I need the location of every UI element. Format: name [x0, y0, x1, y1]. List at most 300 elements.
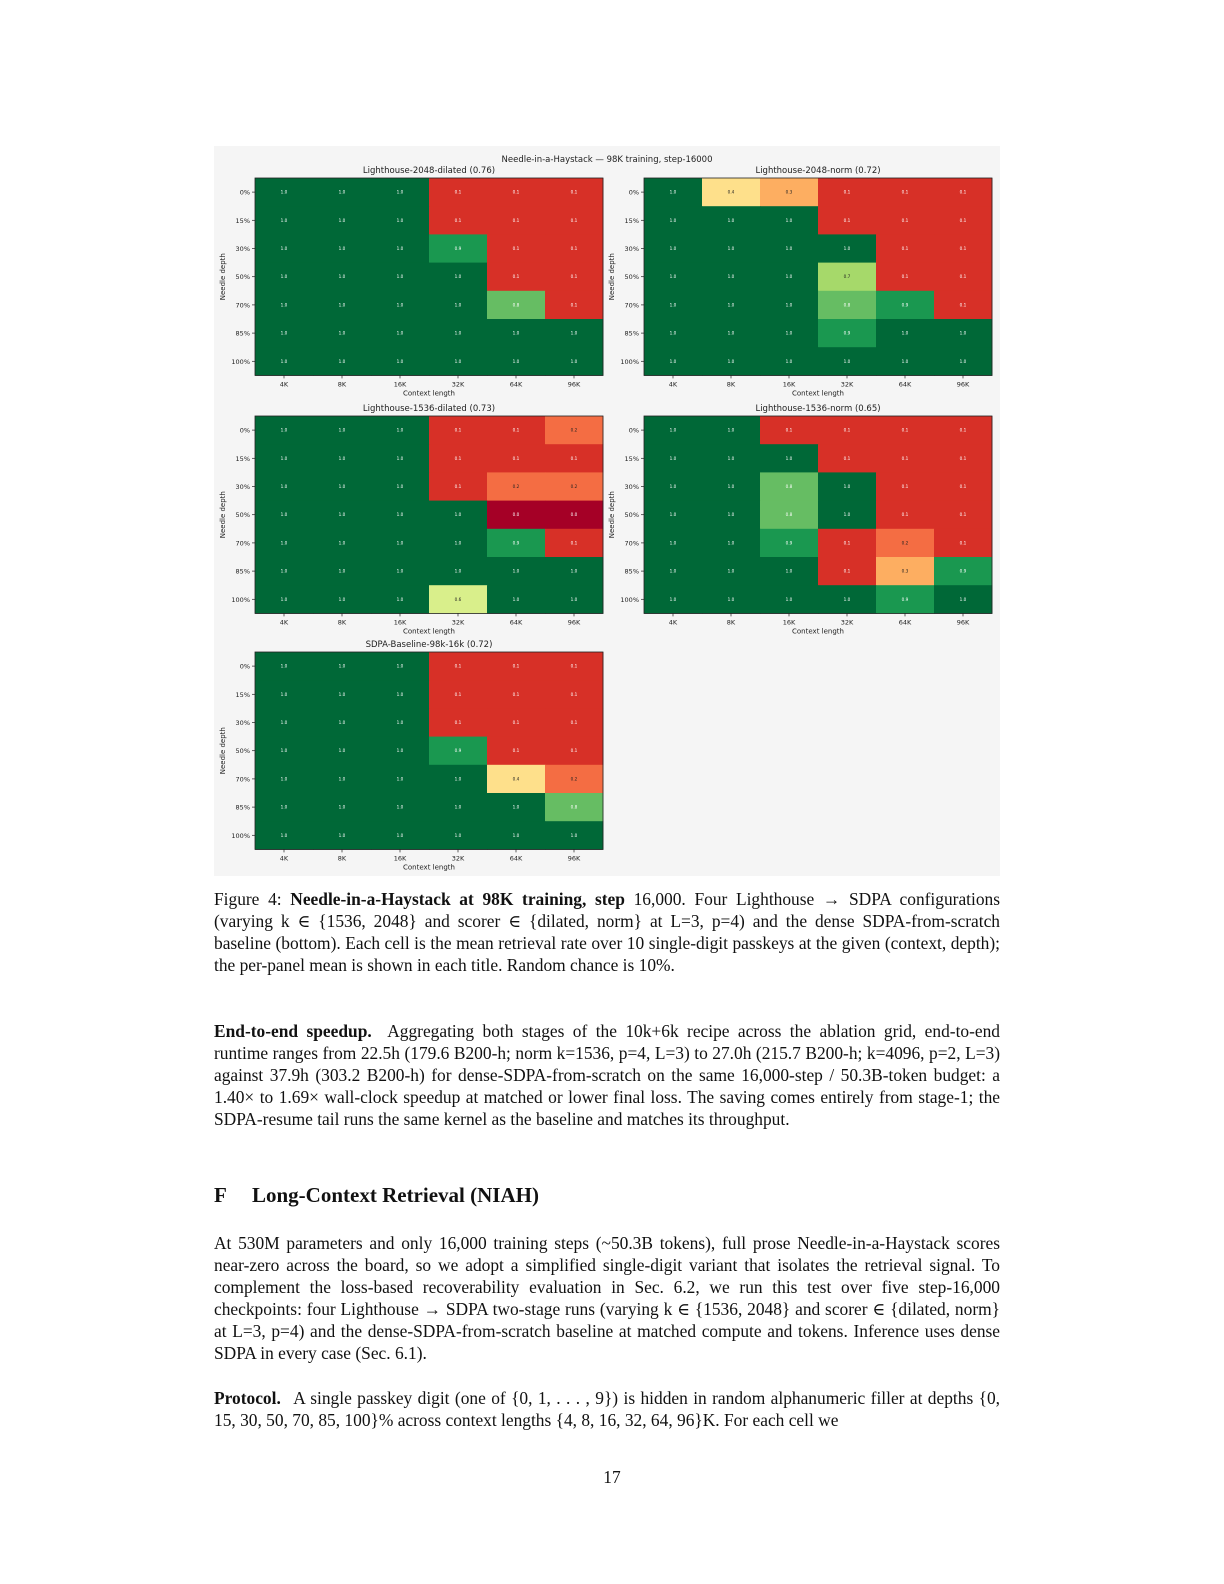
y-axis-label: Needle depth — [219, 253, 227, 301]
y-tick-label: 0% — [628, 188, 639, 197]
cell-value: 1.0 — [959, 596, 967, 602]
cell-value: 0.1 — [512, 427, 520, 433]
cell-value: 0.1 — [570, 246, 578, 251]
cell-value: 1.0 — [338, 274, 346, 280]
cell-value: 0.1 — [843, 217, 851, 223]
section-number: F — [214, 1183, 227, 1207]
x-axis-label: Context length — [792, 389, 844, 398]
x-axis-label: Context length — [403, 863, 455, 872]
cell-value: 0.6 — [454, 596, 462, 602]
cell-value: 1.0 — [959, 330, 967, 336]
cell-value: 0.1 — [454, 484, 462, 489]
cell-value: 1.0 — [727, 427, 735, 433]
cell-value: 0.8 — [785, 512, 793, 518]
cell-value: 0.1 — [570, 540, 578, 546]
cell-value: 0.7 — [843, 274, 851, 280]
y-tick-label: 85% — [624, 567, 639, 576]
section-title-text: Long-Context Retrieval (NIAH) — [252, 1183, 539, 1207]
cell-value: 0.2 — [901, 540, 909, 546]
cell-value: 1.0 — [280, 217, 288, 223]
cell-value: 1.0 — [338, 217, 346, 223]
y-tick-label: 50% — [235, 747, 250, 756]
cell-value: 0.8 — [570, 804, 578, 810]
cell-value: 1.0 — [727, 246, 735, 251]
y-axis-label: Needle depth — [219, 727, 227, 775]
cell-value: 1.0 — [727, 596, 735, 602]
cell-value: 0.1 — [901, 484, 909, 489]
cell-value: 1.0 — [785, 596, 793, 602]
cell-value: 1.0 — [338, 776, 346, 782]
cell-value: 1.0 — [727, 484, 735, 489]
y-tick-label: 50% — [624, 511, 639, 520]
cell-value: 0.1 — [901, 217, 909, 223]
cell-value: 1.0 — [785, 274, 793, 280]
cell-value: 0.1 — [901, 189, 909, 195]
cell-value: 0.2 — [570, 427, 578, 433]
cell-value: 1.0 — [280, 540, 288, 546]
section-heading — [214, 1183, 539, 1208]
x-tick-label: 96K — [567, 380, 581, 389]
cell-value: 0.1 — [959, 189, 967, 195]
cell-value: 0.9 — [454, 748, 462, 754]
cell-value: 1.0 — [901, 330, 909, 336]
cell-value: 1.0 — [396, 776, 404, 782]
cell-value: 0.9 — [901, 596, 909, 602]
cell-value: 1.0 — [338, 302, 346, 308]
y-tick-label: 30% — [235, 245, 250, 253]
cell-value: 0.1 — [570, 189, 578, 195]
cell-value: 1.0 — [280, 832, 288, 838]
y-tick-label: 70% — [624, 539, 639, 548]
y-tick-label: 30% — [624, 483, 639, 491]
cell-value: 0.1 — [959, 512, 967, 518]
cell-value: 1.0 — [280, 455, 288, 461]
cell-value: 1.0 — [785, 302, 793, 308]
cell-value: 1.0 — [669, 302, 677, 308]
speedup-text: Aggregating both stages of the 10k+6k recipe across the ablation grid, end-to-end runtime ranges from 22.5h (179.6 B200-h; norm k=1536, p=4, L=3) to 27.0h (215.7 B200-h; k=4096, p=2, L=3) against 37.9h (303.2 B200-h) for dense-SDPA-from-scratch on the same 16,000-step / 50.3B-token budget: a 1.40× to 1.69× wall-clock speedup at matched or lower final loss. The saving comes entirely from stage-1; the SDPA-resume tail runs the same kernel as the baseline and matches its throughput. — [214, 1021, 1001, 1129]
x-tick-label: 8K — [337, 854, 347, 863]
cell-value: 1.0 — [727, 512, 735, 518]
caption-label: Figure 4: — [214, 889, 282, 909]
y-tick-label: 50% — [235, 511, 250, 520]
cell-value: 1.0 — [669, 455, 677, 461]
x-tick-label: 8K — [726, 380, 736, 389]
cell-value: 1.0 — [280, 246, 288, 251]
cell-value: 1.0 — [512, 596, 520, 602]
cell-value: 1.0 — [396, 246, 404, 251]
cell-value: 0.1 — [512, 720, 520, 725]
cell-value: 1.0 — [280, 596, 288, 602]
cell-value: 1.0 — [570, 358, 578, 364]
cell-value: 1.0 — [338, 663, 346, 669]
cell-value: 0.2 — [512, 484, 520, 489]
y-axis-label: Needle depth — [608, 253, 616, 301]
cell-value: 1.0 — [338, 720, 346, 725]
cell-value: 0.1 — [512, 691, 520, 697]
x-tick-label: 8K — [726, 618, 736, 627]
cell-value: 0.1 — [959, 246, 967, 251]
cell-value: 1.0 — [396, 540, 404, 546]
cell-value: 0.1 — [454, 691, 462, 697]
cell-value: 0.1 — [959, 484, 967, 489]
cell-value: 1.0 — [280, 427, 288, 433]
protocol-heading: Protocol. — [214, 1388, 281, 1408]
caption-rest: 16,000. Four Lighthouse → SDPA configurations (varying k ∈ {1536, 2048} and scorer ∈ {dilated, norm} at L=3, p=4) and the dense SDPA-from-scratch baseline (bottom). Each cell is the mean retrieval rate over 10 single-digit passkeys at the given (context, depth); the per-panel mean is shown in each title. Random chance is 10%. — [214, 889, 1000, 975]
panel-title: Lighthouse-2048-dilated (0.76) — [362, 166, 496, 176]
cell-value: 0.8 — [512, 302, 520, 308]
cell-value: 0.8 — [785, 484, 793, 489]
cell-value: 0.1 — [901, 274, 909, 280]
x-tick-label: 16K — [393, 618, 407, 627]
x-tick-label: 96K — [956, 618, 970, 627]
cell-value: 0.1 — [843, 540, 851, 546]
cell-value: 1.0 — [454, 776, 462, 782]
y-tick-label: 15% — [624, 216, 639, 225]
cell-value: 0.1 — [901, 246, 909, 251]
cell-value: 1.0 — [727, 302, 735, 308]
cell-value: 0.4 — [512, 776, 520, 782]
page-number: 17 — [603, 1467, 621, 1487]
cell-value: 1.0 — [454, 274, 462, 280]
x-tick-label: 4K — [279, 854, 289, 863]
y-tick-label: 100% — [231, 595, 250, 604]
cell-value: 1.0 — [396, 512, 404, 518]
cell-value: 1.0 — [396, 568, 404, 574]
x-tick-label: 64K — [509, 380, 523, 389]
cell-value: 1.0 — [669, 540, 677, 546]
caption-bold: Needle-in-a-Haystack at 98K training, step — [290, 889, 625, 909]
cell-value: 1.0 — [669, 189, 677, 195]
y-tick-label: 15% — [235, 216, 250, 225]
cell-value: 0.1 — [570, 274, 578, 280]
y-tick-label: 85% — [235, 329, 250, 338]
cell-value: 1.0 — [280, 358, 288, 364]
cell-value: 1.0 — [396, 748, 404, 754]
cell-value: 1.0 — [280, 189, 288, 195]
cell-value: 1.0 — [669, 246, 677, 251]
cell-value: 0.1 — [843, 427, 851, 433]
x-tick-label: 64K — [509, 854, 523, 863]
cell-value: 1.0 — [396, 358, 404, 364]
cell-value: 0.1 — [901, 512, 909, 518]
cell-value: 1.0 — [338, 691, 346, 697]
y-tick-label: 85% — [235, 567, 250, 576]
cell-value: 1.0 — [843, 596, 851, 602]
cell-value: 1.0 — [338, 568, 346, 574]
cell-value: 0.1 — [570, 691, 578, 697]
cell-value: 1.0 — [280, 776, 288, 782]
x-tick-label: 64K — [898, 618, 912, 627]
cell-value: 1.0 — [454, 804, 462, 810]
cell-value: 1.0 — [785, 455, 793, 461]
y-tick-label: 100% — [231, 831, 250, 840]
cell-value: 0.1 — [570, 302, 578, 308]
cell-value: 0.1 — [570, 455, 578, 461]
cell-value: 0.2 — [570, 484, 578, 489]
cell-value: 1.0 — [396, 427, 404, 433]
cell-value: 1.0 — [396, 832, 404, 838]
cell-value: 0.1 — [959, 427, 967, 433]
y-tick-label: 85% — [235, 803, 250, 812]
cell-value: 1.0 — [669, 596, 677, 602]
x-tick-label: 16K — [782, 380, 796, 389]
cell-value: 1.0 — [396, 720, 404, 725]
cell-value: 1.0 — [669, 330, 677, 336]
cell-value: 0.1 — [454, 427, 462, 433]
y-tick-label: 100% — [231, 357, 250, 366]
cell-value: 1.0 — [396, 663, 404, 669]
x-axis-label: Context length — [403, 627, 455, 636]
cell-value: 0.9 — [454, 246, 462, 251]
y-tick-label: 15% — [624, 454, 639, 463]
cell-value: 1.0 — [727, 568, 735, 574]
cell-value: 1.0 — [338, 540, 346, 546]
cell-value: 0.1 — [570, 663, 578, 669]
cell-value: 0.1 — [843, 455, 851, 461]
x-tick-label: 4K — [668, 618, 678, 627]
speedup-heading: End-to-end speedup. — [214, 1021, 372, 1041]
y-tick-label: 30% — [624, 245, 639, 253]
y-tick-label: 0% — [239, 662, 250, 671]
cell-value: 1.0 — [396, 302, 404, 308]
figure-caption — [214, 888, 1000, 976]
cell-value: 1.0 — [280, 663, 288, 669]
x-tick-label: 8K — [337, 618, 347, 627]
y-tick-label: 30% — [235, 719, 250, 727]
protocol-paragraph — [214, 1387, 1000, 1431]
cell-value: 1.0 — [570, 596, 578, 602]
cell-value: 1.0 — [338, 455, 346, 461]
niah-heatmap-grid — [214, 146, 1000, 876]
cell-value: 0.9 — [843, 330, 851, 336]
y-tick-label: 70% — [235, 539, 250, 548]
cell-value: 1.0 — [669, 512, 677, 518]
cell-value: 0.2 — [570, 776, 578, 782]
cell-value: 1.0 — [396, 217, 404, 223]
cell-value: 1.0 — [669, 217, 677, 223]
cell-value: 0.9 — [959, 568, 967, 574]
y-tick-label: 50% — [624, 273, 639, 282]
cell-value: 0.9 — [901, 302, 909, 308]
cell-value: 1.0 — [669, 358, 677, 364]
x-tick-label: 16K — [393, 854, 407, 863]
cell-value: 1.0 — [512, 568, 520, 574]
cell-value: 1.0 — [454, 358, 462, 364]
y-tick-label: 15% — [235, 454, 250, 463]
niah-figure — [214, 146, 1000, 876]
cell-value: 0.3 — [785, 189, 793, 195]
cell-value: 0.1 — [454, 217, 462, 223]
y-tick-label: 70% — [235, 775, 250, 784]
y-tick-label: 100% — [620, 357, 639, 366]
cell-value: 1.0 — [454, 330, 462, 336]
cell-value: 1.0 — [512, 358, 520, 364]
y-tick-label: 0% — [239, 188, 250, 197]
y-tick-label: 0% — [239, 426, 250, 435]
cell-value: 1.0 — [338, 330, 346, 336]
cell-value: 1.0 — [280, 484, 288, 489]
panel-title: Lighthouse-2048-norm (0.72) — [755, 166, 881, 176]
cell-value: 0.1 — [454, 455, 462, 461]
cell-value: 1.0 — [338, 189, 346, 195]
x-tick-label: 32K — [451, 380, 465, 389]
cell-value: 1.0 — [727, 217, 735, 223]
cell-value: 1.0 — [396, 189, 404, 195]
cell-value: 1.0 — [338, 832, 346, 838]
x-tick-label: 16K — [393, 380, 407, 389]
y-tick-label: 15% — [235, 690, 250, 699]
cell-value: 1.0 — [280, 568, 288, 574]
x-tick-label: 32K — [840, 380, 854, 389]
cell-value: 1.0 — [454, 832, 462, 838]
panel-title: Lighthouse-1536-dilated (0.73) — [362, 404, 496, 414]
panel-title: Lighthouse-1536-norm (0.65) — [755, 404, 881, 414]
cell-value: 0.1 — [512, 455, 520, 461]
cell-value: 1.0 — [338, 596, 346, 602]
cell-value: 0.1 — [512, 189, 520, 195]
cell-value: 1.0 — [512, 330, 520, 336]
cell-value: 1.0 — [843, 358, 851, 364]
y-tick-label: 100% — [620, 595, 639, 604]
cell-value: 1.0 — [338, 804, 346, 810]
cell-value: 1.0 — [396, 274, 404, 280]
cell-value: 1.0 — [280, 274, 288, 280]
cell-value: 1.0 — [843, 246, 851, 251]
y-axis-label: Needle depth — [219, 491, 227, 539]
x-tick-label: 8K — [337, 380, 347, 389]
cell-value: 1.0 — [959, 358, 967, 364]
cell-value: 1.0 — [396, 691, 404, 697]
cell-value: 0.1 — [512, 246, 520, 251]
cell-value: 0.1 — [843, 568, 851, 574]
cell-value: 0.1 — [959, 274, 967, 280]
y-tick-label: 70% — [624, 301, 639, 310]
cell-value: 1.0 — [727, 274, 735, 280]
protocol-text: A single passkey digit (one of {0, 1, . . . , 9}) is hidden in random alphanumeric filler at depths {0, 15, 30, 50, 70, 85, 100}% across context lengths {4, 8, 16, 32, 64, 96}K. For each cell we — [214, 1388, 1000, 1430]
y-tick-label: 70% — [235, 301, 250, 310]
cell-value: 1.0 — [338, 427, 346, 433]
x-tick-label: 96K — [956, 380, 970, 389]
cell-value: 0.1 — [512, 274, 520, 280]
x-tick-label: 4K — [279, 380, 289, 389]
cell-value: 1.0 — [669, 568, 677, 574]
cell-value: 1.0 — [454, 512, 462, 518]
cell-value: 1.0 — [280, 330, 288, 336]
cell-value: 0.1 — [959, 217, 967, 223]
cell-value: 1.0 — [396, 596, 404, 602]
cell-value: 1.0 — [785, 217, 793, 223]
cell-value: 1.0 — [843, 484, 851, 489]
cell-value: 1.0 — [338, 484, 346, 489]
cell-value: 1.0 — [669, 484, 677, 489]
cell-value: 1.0 — [512, 832, 520, 838]
cell-value: 0.3 — [901, 568, 909, 574]
cell-value: 1.0 — [512, 804, 520, 810]
cell-value: 0.1 — [901, 427, 909, 433]
x-tick-label: 64K — [509, 618, 523, 627]
x-tick-label: 32K — [451, 854, 465, 863]
y-tick-label: 50% — [235, 273, 250, 282]
cell-value: 1.0 — [785, 568, 793, 574]
cell-value: 1.0 — [727, 358, 735, 364]
cell-value: 1.0 — [570, 330, 578, 336]
cell-value: 1.0 — [280, 512, 288, 518]
cell-value: 0.0 — [570, 512, 578, 518]
cell-value: 1.0 — [396, 804, 404, 810]
x-axis-label: Context length — [403, 389, 455, 398]
cell-value: 0.1 — [843, 189, 851, 195]
cell-value: 0.1 — [959, 455, 967, 461]
cell-value: 1.0 — [338, 246, 346, 251]
cell-value: 0.1 — [454, 189, 462, 195]
cell-value: 1.0 — [785, 246, 793, 251]
cell-value: 1.0 — [338, 358, 346, 364]
cell-value: 1.0 — [396, 455, 404, 461]
cell-value: 1.0 — [280, 302, 288, 308]
cell-value: 1.0 — [570, 568, 578, 574]
cell-value: 0.1 — [959, 302, 967, 308]
cell-value: 1.0 — [727, 455, 735, 461]
cell-value: 0.9 — [785, 540, 793, 546]
cell-value: 0.4 — [727, 189, 735, 195]
cell-value: 1.0 — [396, 330, 404, 336]
cell-value: 1.0 — [669, 427, 677, 433]
x-tick-label: 32K — [451, 618, 465, 627]
figure-suptitle: Needle-in-a-Haystack — 98K training, step-16000 — [501, 155, 713, 165]
y-tick-label: 85% — [624, 329, 639, 338]
x-axis-label: Context length — [792, 627, 844, 636]
x-tick-label: 16K — [782, 618, 796, 627]
cell-value: 0.1 — [512, 217, 520, 223]
cell-value: 1.0 — [454, 302, 462, 308]
cell-value: 1.0 — [570, 832, 578, 838]
cell-value: 0.0 — [512, 512, 520, 518]
cell-value: 1.0 — [785, 330, 793, 336]
panel-title: SDPA-Baseline-98k-16k (0.72) — [365, 640, 493, 650]
cell-value: 0.1 — [454, 663, 462, 669]
cell-value: 1.0 — [338, 748, 346, 754]
section-paragraph: At 530M parameters and only 16,000 training steps (~50.3B tokens), full prose Needle-in-a-Haystack scores near-zero across the board, so we adopt a simplified single-digit variant that isolates the retrieval signal. To complement the loss-based recoverability evaluation in Sec. 6.2, we run this test over five step-16,000 checkpoints: four Lighthouse → SDPA two-stage runs (varying k ∈ {1536, 2048} and scorer ∈ {dilated, norm} at L=3, p=4) and the dense-SDPA-from-scratch baseline at matched compute and tokens. Inference uses dense SDPA in every case (Sec. 6.1). — [214, 1233, 1000, 1363]
cell-value: 1.0 — [280, 748, 288, 754]
cell-value: 0.1 — [570, 217, 578, 223]
cell-value: 0.1 — [785, 427, 793, 433]
cell-value: 1.0 — [338, 512, 346, 518]
y-tick-label: 30% — [235, 483, 250, 491]
cell-value: 1.0 — [785, 358, 793, 364]
x-tick-label: 32K — [840, 618, 854, 627]
cell-value: 1.0 — [727, 540, 735, 546]
cell-value: 0.8 — [843, 302, 851, 308]
cell-value: 0.1 — [959, 540, 967, 546]
cell-value: 1.0 — [727, 330, 735, 336]
y-axis-label: Needle depth — [608, 491, 616, 539]
cell-value: 0.9 — [512, 540, 520, 546]
cell-value: 0.1 — [454, 720, 462, 725]
x-tick-label: 64K — [898, 380, 912, 389]
speedup-paragraph — [214, 1020, 1000, 1130]
cell-value: 1.0 — [669, 274, 677, 280]
cell-value: 1.0 — [280, 691, 288, 697]
x-tick-label: 4K — [279, 618, 289, 627]
cell-value: 0.1 — [570, 720, 578, 725]
cell-value: 1.0 — [396, 484, 404, 489]
cell-value: 1.0 — [280, 804, 288, 810]
cell-value: 0.1 — [570, 748, 578, 754]
x-tick-label: 4K — [668, 380, 678, 389]
cell-value: 1.0 — [454, 540, 462, 546]
x-tick-label: 96K — [567, 854, 581, 863]
cell-value: 1.0 — [280, 720, 288, 725]
